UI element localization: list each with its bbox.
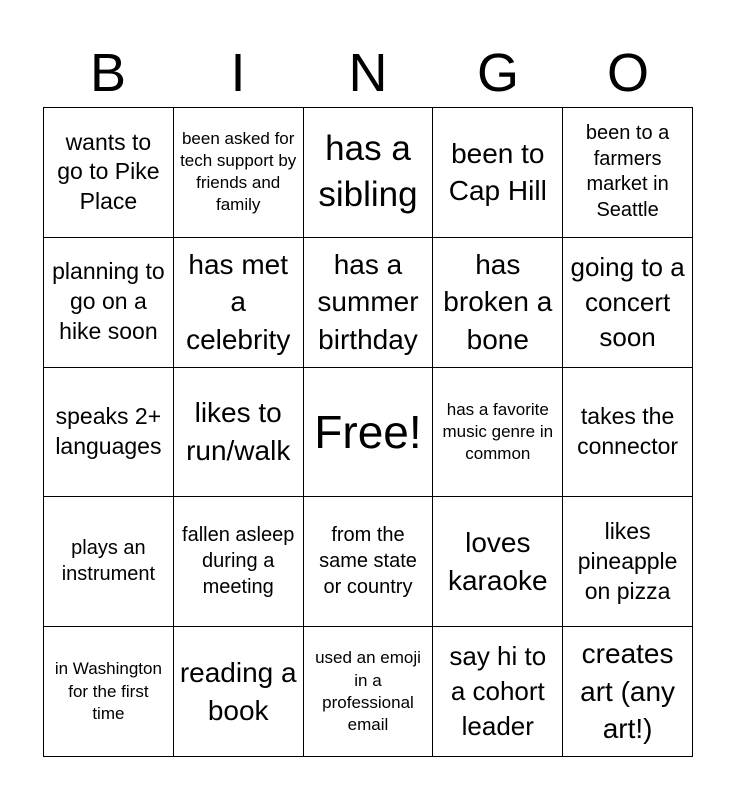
free-space[interactable] <box>304 368 434 498</box>
bingo-cell[interactable] <box>174 108 304 238</box>
cell-text: reading a book <box>179 657 297 726</box>
bingo-cell[interactable] <box>563 627 693 757</box>
cell-text: been to a farmers market in Seattle <box>585 122 670 221</box>
bingo-cell[interactable] <box>174 627 304 757</box>
bingo-cell[interactable] <box>563 497 693 627</box>
cell-text: takes the connector <box>577 403 679 459</box>
cell-text: used an emoji in a professional email <box>315 648 421 734</box>
cell-text: fallen asleep during a meeting <box>182 524 295 598</box>
cell-text: been to Cap Hill <box>448 137 547 207</box>
bingo-header <box>43 40 693 106</box>
cell-text: from the same state or country <box>319 524 417 598</box>
cell-text: been asked for tech support by friends and family <box>180 129 297 215</box>
bingo-board <box>43 107 693 757</box>
header-letter-n: N <box>348 43 388 103</box>
bingo-cell[interactable] <box>44 108 174 238</box>
cell-text: wants to go to Pike Place <box>57 128 160 215</box>
cell-text: has a favorite music genre in common <box>442 399 554 464</box>
header-letter-g: G <box>476 43 519 103</box>
bingo-cell[interactable] <box>433 368 563 498</box>
bingo-cell[interactable] <box>433 497 563 627</box>
cell-text: Free! <box>314 405 422 458</box>
cell-text: plays an instrument <box>61 537 156 585</box>
bingo-cell[interactable] <box>174 238 304 368</box>
cell-text: has broken a bone <box>443 248 553 355</box>
cell-text: likes pineapple on pizza <box>577 517 678 604</box>
bingo-cell[interactable] <box>304 238 434 368</box>
cell-text: planning to go on a hike soon <box>52 258 165 345</box>
bingo-cell[interactable] <box>174 497 304 627</box>
bingo-cell[interactable] <box>433 238 563 368</box>
cell-text: creates art (any art!) <box>580 638 676 745</box>
bingo-cell[interactable] <box>44 238 174 368</box>
cell-text: say hi to a cohort leader <box>449 641 547 741</box>
cell-text: loves karaoke <box>447 527 548 596</box>
cell-text: has a sibling <box>318 128 418 215</box>
bingo-cell[interactable] <box>174 368 304 498</box>
bingo-cell[interactable] <box>563 238 693 368</box>
bingo-cell[interactable] <box>433 627 563 757</box>
bingo-cell[interactable] <box>44 627 174 757</box>
bingo-cell[interactable] <box>563 108 693 238</box>
bingo-cell[interactable] <box>304 497 434 627</box>
bingo-cell[interactable] <box>44 368 174 498</box>
cell-text: has a summer birthday <box>317 248 419 355</box>
bingo-cell[interactable] <box>44 497 174 627</box>
bingo-cell[interactable] <box>433 108 563 238</box>
bingo-cell[interactable] <box>304 627 434 757</box>
header-letter-i: I <box>230 43 246 103</box>
cell-text: has met a celebrity <box>186 248 291 355</box>
bingo-cell[interactable] <box>304 108 434 238</box>
header-letter-b: B <box>89 43 127 103</box>
cell-text: in Washington for the first time <box>54 659 162 723</box>
cell-text: speaks 2+ languages <box>55 403 162 459</box>
bingo-cell[interactable] <box>563 368 693 498</box>
header-letter-o: O <box>606 43 649 103</box>
cell-text: going to a concert soon <box>570 251 685 352</box>
cell-text: likes to run/walk <box>186 397 291 466</box>
